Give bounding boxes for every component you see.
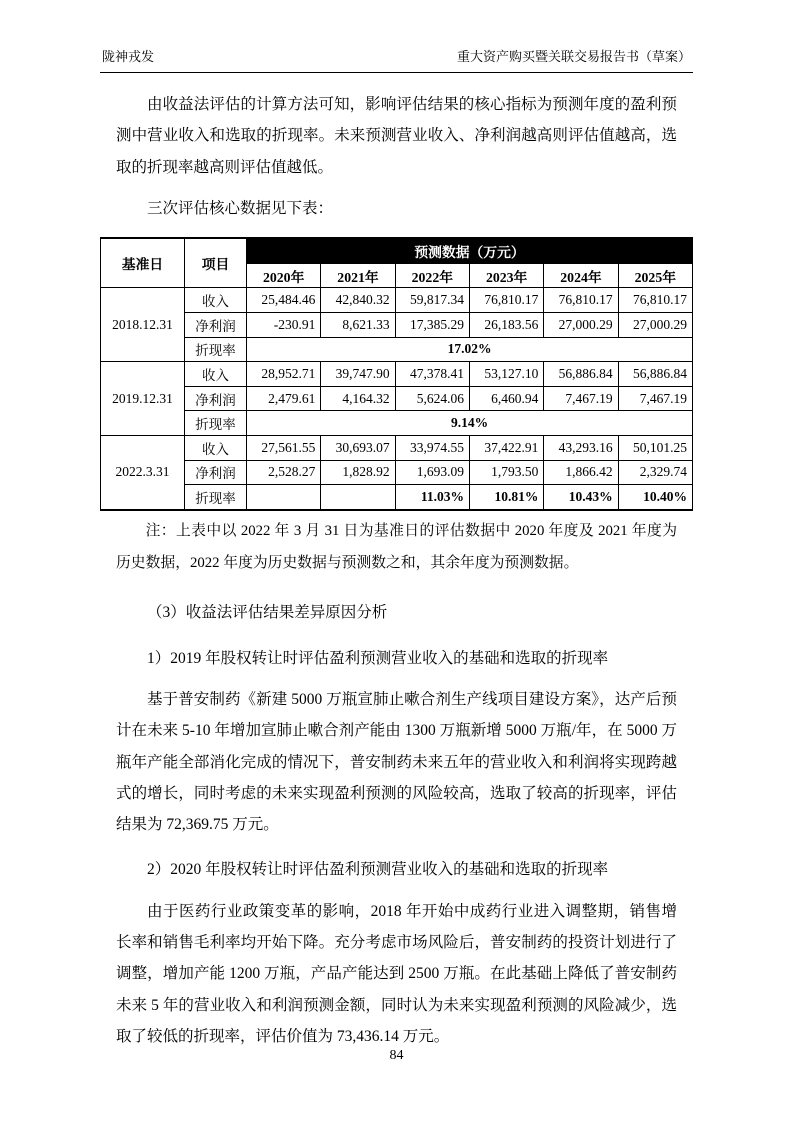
value-cell: 4,164.32 bbox=[321, 386, 395, 411]
value-cell: 1,866.42 bbox=[544, 460, 618, 485]
table-row bbox=[101, 362, 693, 387]
value-cell: 37,422.91 bbox=[469, 435, 543, 460]
discount-rate-cell: 10.81% bbox=[469, 485, 543, 510]
row-label: 净利润 bbox=[185, 312, 247, 337]
row-label: 折现率 bbox=[185, 485, 247, 510]
th-year-2022: 2022年 bbox=[395, 263, 469, 288]
value-cell: 6,460.94 bbox=[469, 386, 543, 411]
discount-rate-cell: 10.40% bbox=[618, 485, 692, 510]
th-item: 项目 bbox=[185, 238, 247, 288]
row-label: 收入 bbox=[185, 288, 247, 313]
value-cell: 47,378.41 bbox=[395, 362, 469, 387]
baseline-date-cell: 2022.3.31 bbox=[101, 435, 185, 509]
section-heading: （3）收益法评估结果差异原因分析 bbox=[147, 604, 388, 622]
value-cell: 76,810.17 bbox=[544, 288, 618, 313]
th-year-2024: 2024年 bbox=[544, 263, 618, 288]
value-cell: 5,624.06 bbox=[395, 386, 469, 411]
value-cell: 26,183.56 bbox=[469, 312, 543, 337]
baseline-date-cell: 2019.12.31 bbox=[101, 362, 185, 436]
page-header bbox=[100, 46, 693, 73]
value-cell: 27,000.29 bbox=[544, 312, 618, 337]
discount-rate-cell: 10.43% bbox=[544, 485, 618, 510]
value-cell: 1,693.09 bbox=[395, 460, 469, 485]
value-cell: 50,101.25 bbox=[618, 435, 692, 460]
discount-rate-cell: 9.14% bbox=[247, 411, 693, 436]
item2-paragraph: 由于医药行业政策变革的影响，2018 年开始中成药行业进入调整期，销售增长率和销售毛利率均开始下降。充分考虑市场风险后，普安制药的投资计划进行了调整，增加产能 1200 万瓶，产品产能达到 2500 万瓶。在此基础上降低了普安制药未来 5 年的营业收入和利润预测金额，同时认为未来实现盈利预测的风险减少，选取了较低的折现率，评估价值为 73,436.14 万元。 bbox=[116, 902, 677, 1045]
discount-rate-cell: 11.03% bbox=[395, 485, 469, 510]
row-label: 折现率 bbox=[185, 337, 247, 362]
row-label: 收入 bbox=[185, 435, 247, 460]
value-cell: 25,484.46 bbox=[247, 288, 321, 313]
value-cell: 7,467.19 bbox=[544, 386, 618, 411]
row-label: 净利润 bbox=[185, 460, 247, 485]
item1-heading: 1）2019 年股权转让时评估盈利预测营业收入的基础和选取的折现率 bbox=[147, 649, 609, 667]
value-cell: 2,329.74 bbox=[618, 460, 692, 485]
value-cell: 33,974.55 bbox=[395, 435, 469, 460]
value-cell: 59,817.34 bbox=[395, 288, 469, 313]
value-cell: 8,621.33 bbox=[321, 312, 395, 337]
table-row bbox=[101, 460, 693, 485]
value-cell: 43,293.16 bbox=[544, 435, 618, 460]
value-cell: 76,810.17 bbox=[469, 288, 543, 313]
value-cell: 27,561.55 bbox=[247, 435, 321, 460]
table-row bbox=[101, 435, 693, 460]
value-cell: 53,127.10 bbox=[469, 362, 543, 387]
value-cell: 17,385.29 bbox=[395, 312, 469, 337]
th-year-2021: 2021年 bbox=[321, 263, 395, 288]
table-row bbox=[101, 337, 693, 362]
intro-paragraph-2: 三次评估核心数据见下表： bbox=[147, 199, 334, 217]
value-cell: 42,840.32 bbox=[321, 288, 395, 313]
value-cell: 39,747.90 bbox=[321, 362, 395, 387]
th-year-2025: 2025年 bbox=[618, 263, 692, 288]
table-row bbox=[101, 386, 693, 411]
th-baseline-date: 基准日 bbox=[101, 238, 185, 288]
th-forecast-data: 预测数据（万元） bbox=[247, 238, 693, 263]
table-row bbox=[101, 288, 693, 313]
value-cell: -230.91 bbox=[247, 312, 321, 337]
valuation-core-data-table bbox=[100, 237, 693, 511]
value-cell: 28,952.71 bbox=[247, 362, 321, 387]
discount-rate-cell bbox=[247, 485, 321, 510]
value-cell: 56,886.84 bbox=[618, 362, 692, 387]
value-cell: 1,828.92 bbox=[321, 460, 395, 485]
row-label: 净利润 bbox=[185, 386, 247, 411]
value-cell: 76,810.17 bbox=[618, 288, 692, 313]
value-cell: 2,479.61 bbox=[247, 386, 321, 411]
row-label: 折现率 bbox=[185, 411, 247, 436]
value-cell: 1,793.50 bbox=[469, 460, 543, 485]
table-note: 注：上表中以 2022 年 3 月 31 日为基准日的评估数据中 2020 年度及 2021 年度为历史数据，2022 年度为历史数据与预测数之和，其余年度为预测数据。 bbox=[116, 522, 677, 571]
table-row bbox=[101, 411, 693, 436]
th-year-2023: 2023年 bbox=[469, 263, 543, 288]
header-left-title: 陇神戎发 bbox=[102, 49, 155, 64]
value-cell: 30,693.07 bbox=[321, 435, 395, 460]
value-cell: 56,886.84 bbox=[544, 362, 618, 387]
item1-paragraph: 基于普安制药《新建 5000 万瓶宣肺止嗽合剂生产线项目建设方案》，达产后预计在未来 5-10 年增加宣肺止嗽合剂产能由 1300 万瓶新增 5000 万瓶/年，在 5000 万瓶年产能全部消化完成的情况下，普安制药未来五年的营业收入和利润将实现跨越式的增长，同时考虑的未来实现盈利预测的风险较高，选取了较高的折现率，评估结果为 72,369.75 万元。 bbox=[116, 690, 677, 834]
value-cell: 7,467.19 bbox=[618, 386, 692, 411]
item2-heading: 2）2020 年股权转让时评估盈利预测营业收入的基础和选取的折现率 bbox=[147, 861, 609, 879]
table-row bbox=[101, 485, 693, 510]
header-right-title: 重大资产购买暨关联交易报告书（草案） bbox=[456, 49, 691, 64]
intro-paragraph-1: 由收益法评估的计算方法可知，影响评估结果的核心指标为预测年度的盈利预测中营业收入和选取的折现率。未来预测营业收入、净利润越高则评估值越高，选取的折现率越高则评估值越低。 bbox=[116, 96, 677, 176]
value-cell: 2,528.27 bbox=[247, 460, 321, 485]
baseline-date-cell: 2018.12.31 bbox=[101, 288, 185, 362]
th-year-2020: 2020年 bbox=[247, 263, 321, 288]
value-cell: 27,000.29 bbox=[618, 312, 692, 337]
discount-rate-cell bbox=[321, 485, 395, 510]
discount-rate-cell: 17.02% bbox=[247, 337, 693, 362]
row-label: 收入 bbox=[185, 362, 247, 387]
table-row bbox=[101, 312, 693, 337]
page-number: 84 bbox=[389, 1048, 404, 1063]
table-header-row-1 bbox=[101, 238, 693, 263]
